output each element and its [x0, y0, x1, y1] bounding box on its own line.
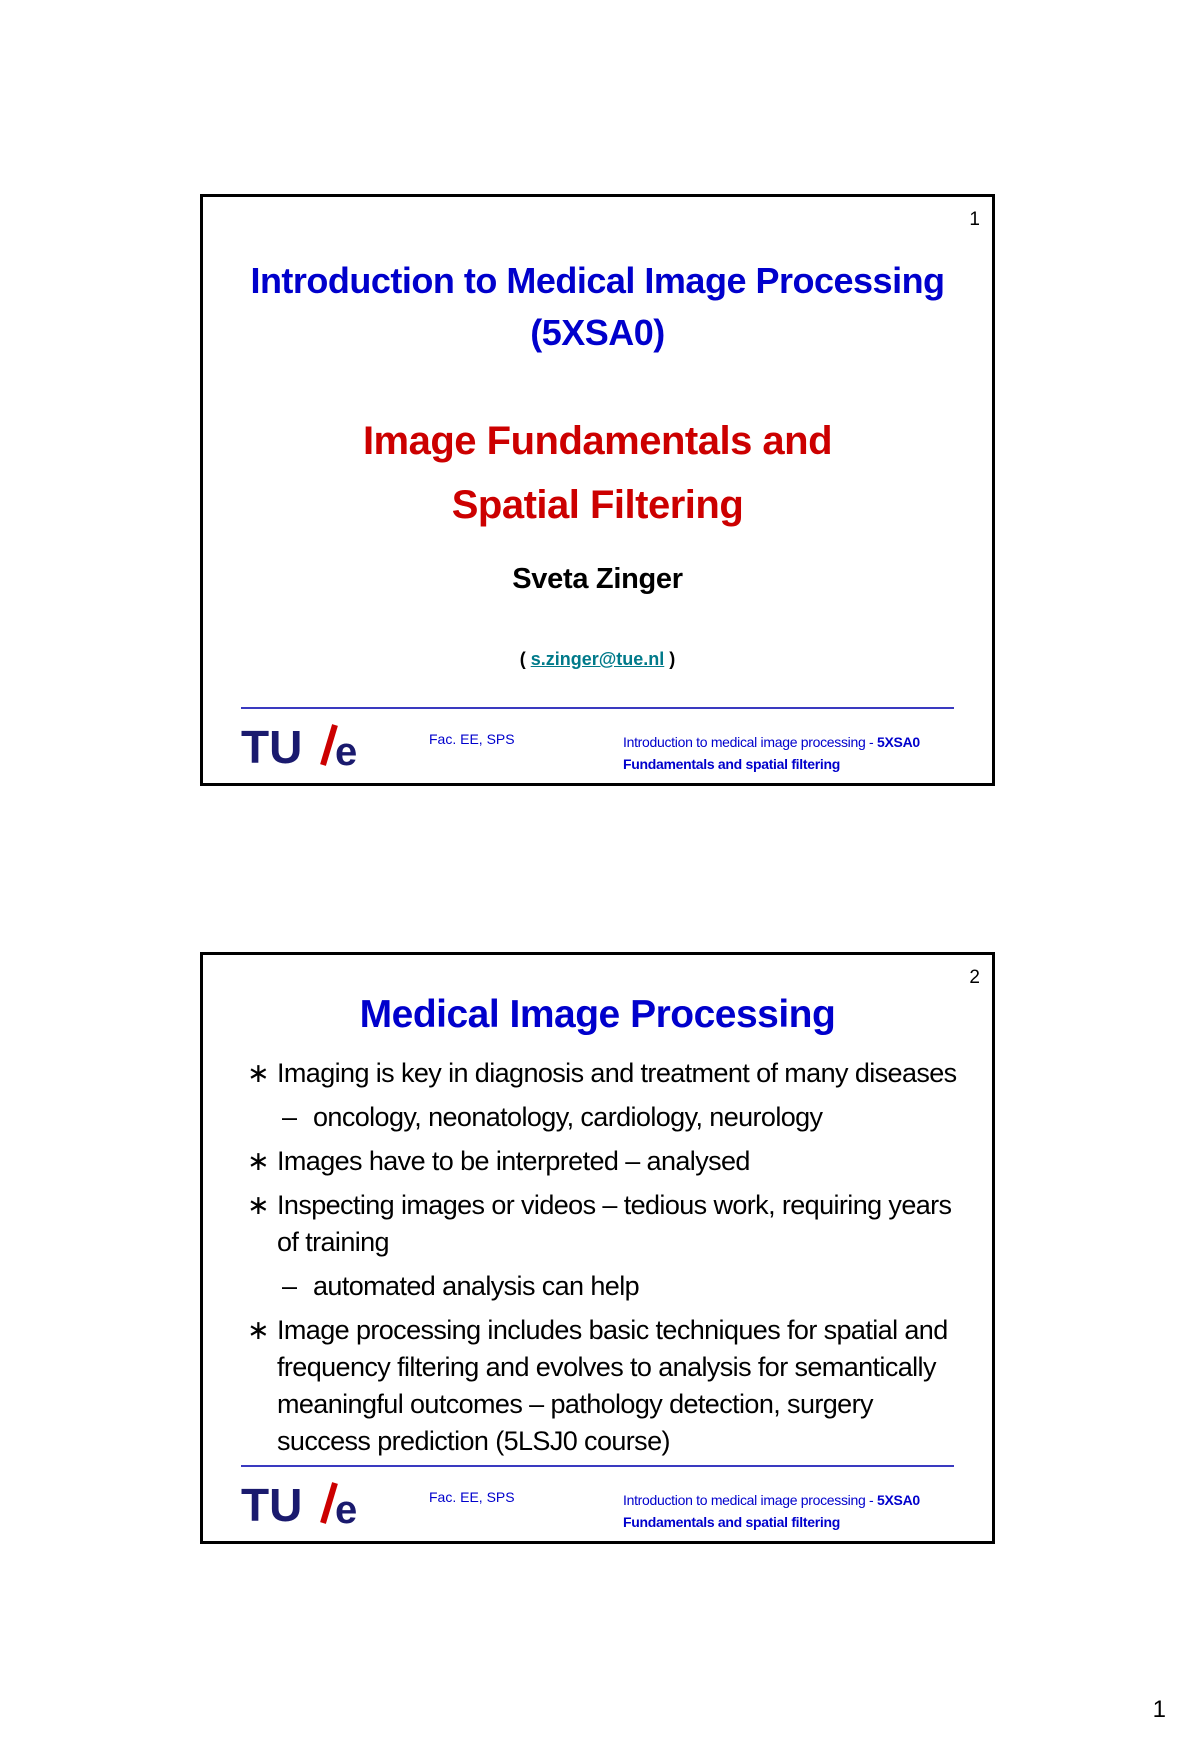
- slide-2: [200, 952, 995, 1544]
- slide-number: 1: [969, 209, 980, 230]
- svg-text:e: e: [335, 1488, 358, 1529]
- footer-rule: [241, 1465, 954, 1467]
- lecture-title-line2: Spatial Filtering: [451, 483, 744, 527]
- svg-text:TU: TU: [241, 1479, 303, 1529]
- list-item-text: Images have to be interpreted – analysed: [277, 1146, 750, 1176]
- tue-logo: [241, 1477, 361, 1529]
- bullet-mark: ∗: [247, 1146, 270, 1176]
- course-title-line1: Introduction to Medical Image Processing: [250, 260, 945, 301]
- svg-text:e: e: [335, 730, 358, 771]
- list-item-text: Image processing includes basic techniques for spatial and frequency filtering and evolves to analysis for semantically meaningful outcomes – pathology detection, surgery success prediction (5LSJ0 course): [277, 1315, 948, 1456]
- course-footer: [623, 731, 920, 775]
- dash-mark: –: [282, 1271, 297, 1301]
- lecture-title: [203, 409, 992, 537]
- list-item: [247, 1312, 962, 1460]
- email-open-paren: (: [519, 649, 531, 669]
- sub-list-item-text: automated analysis can help: [313, 1271, 640, 1301]
- list-item: [247, 1143, 962, 1180]
- lecture-title-line1: Image Fundamentals and: [362, 419, 833, 463]
- email-link[interactable]: s.zinger@tue.nl: [530, 649, 665, 669]
- sub-list-item: [247, 1099, 962, 1136]
- course-footer-line2: Fundamentals and spatial filtering: [623, 756, 840, 772]
- list-item-text: Imaging is key in diagnosis and treatment of many diseases: [277, 1058, 957, 1088]
- bullet-mark: ∗: [247, 1058, 270, 1088]
- course-code: 5XSA0: [877, 734, 920, 750]
- sub-list-item: [247, 1268, 962, 1305]
- slide-title: Medical Image Processing: [359, 993, 836, 1036]
- dash-mark: –: [282, 1102, 297, 1132]
- bullet-mark: ∗: [247, 1190, 270, 1220]
- list-item: [247, 1055, 962, 1092]
- course-title-line2: (5XSA0): [530, 312, 665, 353]
- sub-list-item-text: oncology, neonatology, cardiology, neurology: [313, 1102, 823, 1132]
- list-item: [247, 1187, 962, 1261]
- author-email: [203, 649, 992, 670]
- course-footer-line1: Introduction to medical image processing -: [623, 734, 878, 750]
- course-footer: [623, 1489, 920, 1533]
- bullet-list: [247, 1055, 962, 1467]
- page-number: 1: [1152, 1696, 1166, 1723]
- slide-number: 2: [969, 967, 980, 988]
- footer-rule: [241, 707, 954, 709]
- course-footer-line1: Introduction to medical image processing -: [623, 1492, 878, 1508]
- slide-1: [200, 194, 995, 786]
- svg-text:TU: TU: [241, 721, 303, 771]
- course-code: 5XSA0: [877, 1492, 920, 1508]
- faculty-label: Fac. EE, SPS: [429, 731, 515, 747]
- list-item-text: Inspecting images or videos – tedious work, requiring years of training: [277, 1190, 952, 1257]
- course-title: [203, 255, 992, 359]
- author-name: Sveta Zinger: [512, 563, 683, 595]
- email-close-paren: ): [664, 649, 676, 669]
- course-footer-line2: Fundamentals and spatial filtering: [623, 1514, 840, 1530]
- faculty-label: Fac. EE, SPS: [429, 1489, 515, 1505]
- tue-logo: [241, 719, 361, 771]
- bullet-mark: ∗: [247, 1315, 270, 1345]
